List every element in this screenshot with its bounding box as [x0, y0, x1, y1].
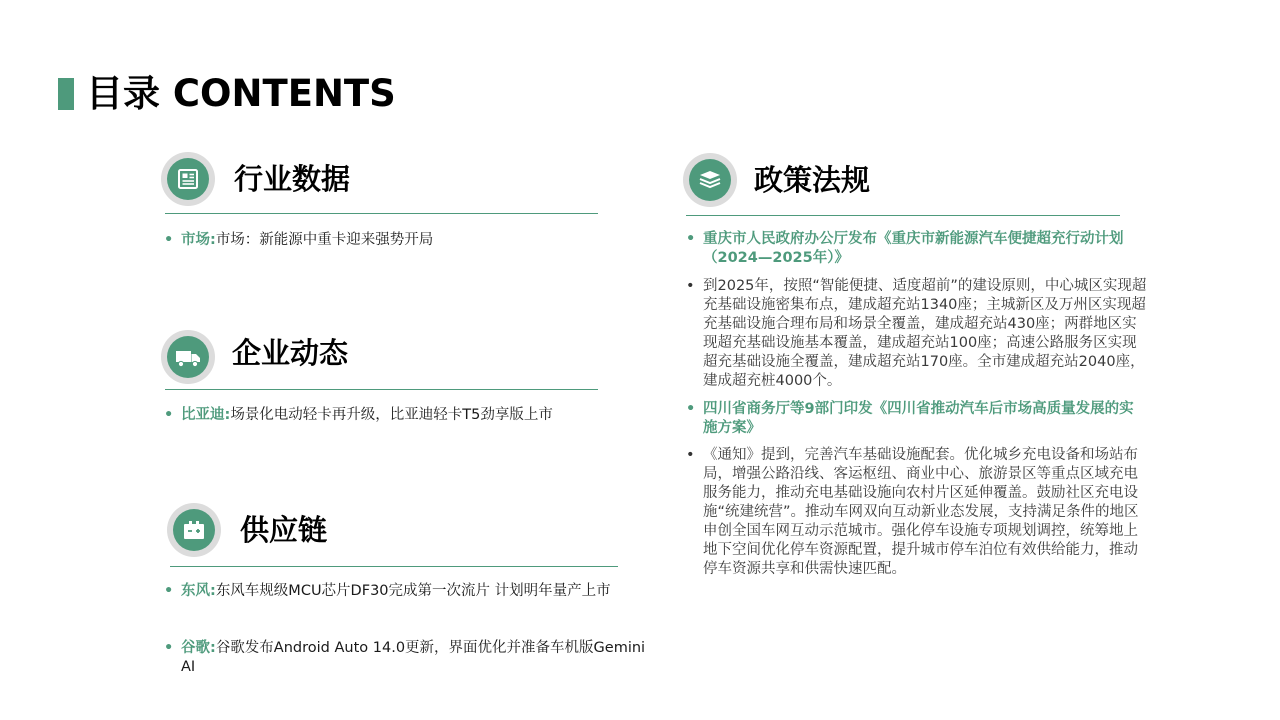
policy-headline: • 四川省商务厅等9部门印发《四川省推动汽车后市场高质量发展的实施方案》	[686, 401, 1134, 436]
bullet-icon: •	[686, 231, 696, 247]
policy-body: • 到2025年，按照“智能便捷、适度超前”的建设原则，中心城区实现超充基础设施密集布点，建成超充站1340座；主城新区及万州区实现超充基础设施合理布局和场景全覆盖，建成超充站430座；两群地区实现超充基础设施基本覆盖，建成超充站100座；高速公路服务区实现超充基础设施全覆盖，建成超充站170座。全市建成超充站2040座，建成超充桩4000个。	[686, 278, 1147, 389]
list-item: • 谷歌:谷歌发布Android Auto 14.0更新，界面优化并准备车机版Gemini AI	[164, 640, 646, 675]
section-divider	[686, 215, 1120, 216]
bullet-icon: •	[686, 401, 696, 417]
title-accent-bar	[58, 78, 74, 110]
bullet-icon: •	[686, 447, 695, 463]
section-title-policy: 政策法规	[754, 163, 871, 197]
section-divider	[170, 566, 618, 567]
list-item: • 东风:东风车规级MCU芯片DF30完成第一次流片 计划明年量产上市	[164, 583, 611, 599]
bullet-icon: •	[164, 232, 174, 248]
list-item: • 市场:市场：新能源中重卡迎来强势开局	[164, 232, 434, 248]
section-title-industry: 行业数据	[234, 162, 351, 196]
bullet-icon: •	[164, 640, 174, 656]
list-item: • 比亚迪:场景化电动轻卡再升级，比亚迪轻卡T5劲享版上市	[164, 407, 553, 423]
battery-icon	[167, 503, 221, 557]
bullet-icon: •	[164, 407, 174, 423]
bullet-icon: •	[686, 278, 695, 294]
section-title-company: 企业动态	[232, 336, 349, 370]
layers-icon	[683, 153, 737, 207]
section-divider	[165, 389, 598, 390]
bullet-icon: •	[164, 583, 174, 599]
truck-icon	[161, 330, 215, 384]
policy-headline: • 重庆市人民政府办公厅发布《重庆市新能源汽车便捷超充行动计划（2024—2025年）》	[686, 231, 1124, 266]
newspaper-icon	[161, 152, 215, 206]
policy-body: • 《通知》提到，完善汽车基础设施配套。优化城乡充电设备和场站布局，增强公路沿线、客运枢纽、商业中心、旅游景区等重点区域充电服务能力，推动充电基础设施向农村片区延伸覆盖。鼓励社区充电设施“统建统营”。推动车网双向互动新业态发展，支持满足条件的地区申创全国车网互动示范城市。强化停车设施专项规划调控，统筹地上地下空间优化停车资源配置，提升城市停车泊位有效供给能力，推动停车资源共享和供需快速匹配。	[686, 447, 1139, 577]
section-divider	[165, 213, 598, 214]
section-title-supply: 供应链	[240, 513, 328, 547]
page-title: 目录 CONTENTS	[86, 72, 396, 115]
